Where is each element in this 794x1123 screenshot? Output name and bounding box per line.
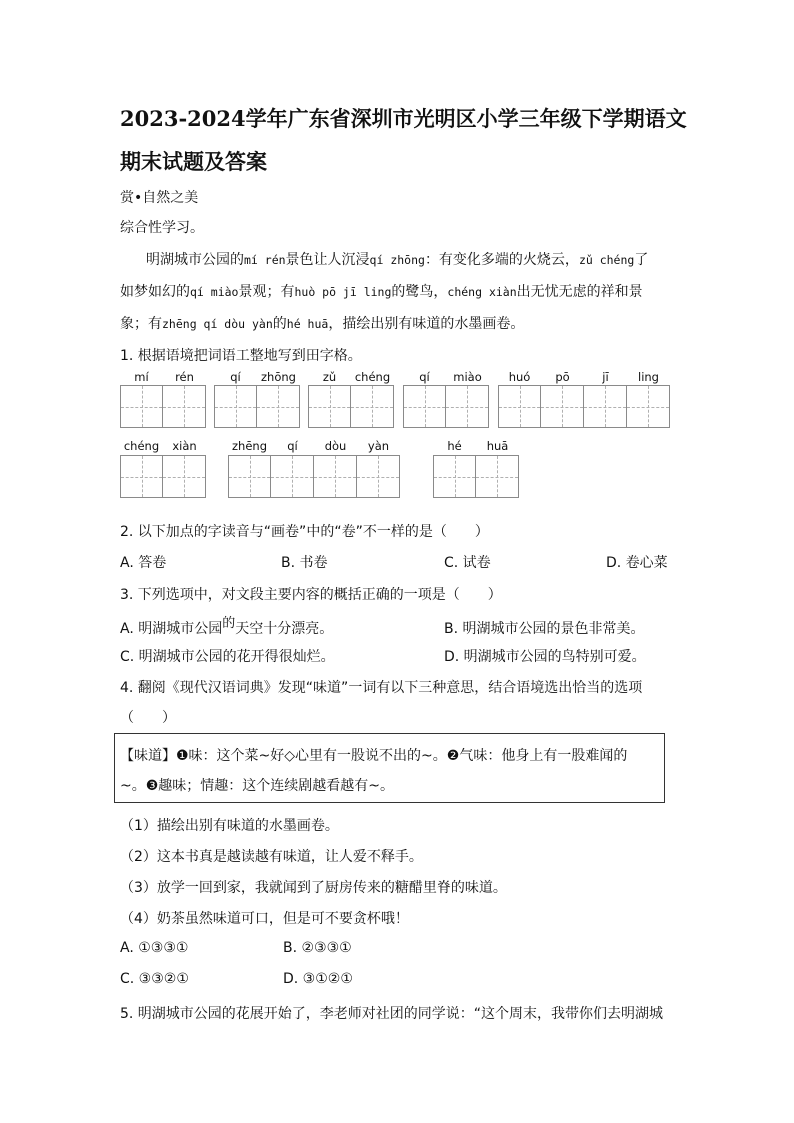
tianzige-cell[interactable] bbox=[271, 455, 314, 498]
pinyin-label: huā bbox=[486, 439, 509, 453]
pinyin-label: qí bbox=[419, 370, 430, 384]
definition-line-1: 【味道】❶味：这个菜~好◇心里有一股说不出的~。❷气味：他身上有一股难闻的 bbox=[120, 748, 628, 764]
pinyin-label: mí bbox=[134, 370, 149, 384]
question-5-text: 5. 明湖城市公园的花展开始了，李老师对社团的同学说：“这个周末，我带你们去明湖城 bbox=[120, 1006, 664, 1022]
tianzige-cell[interactable] bbox=[120, 385, 163, 428]
q4-item-1: （1）描绘出别有味道的水墨画卷。 bbox=[120, 818, 339, 834]
tianzige-cell[interactable] bbox=[308, 385, 351, 428]
tianzige-cell[interactable] bbox=[120, 455, 163, 498]
definition-line-2: ~。❸趣味；情趣：这个连续剧越看越有~。 bbox=[120, 778, 395, 794]
pinyin-label: miào bbox=[453, 370, 482, 384]
intro-text: 综合性学习。 bbox=[120, 220, 204, 236]
tianzige-group bbox=[214, 385, 300, 428]
pinyin-label: pō bbox=[555, 370, 570, 384]
question-1-text: 1. 根据语境把词语工整地写到田字格。 bbox=[120, 348, 362, 364]
section-heading: 赏•自然之美 bbox=[120, 190, 199, 206]
passage-line-2: 如梦如幻的qí miào景观；有huò pō jī ling的鹭鸟，chéng xiàn出无忧无虑的祥和景 bbox=[120, 284, 643, 300]
pinyin-label: zhōng bbox=[261, 370, 296, 384]
q4-item-2: （2）这本书真是越读越有味道，让人爱不释手。 bbox=[120, 849, 423, 865]
passage-line-3: 象；有zhēng qí dòu yàn的hé huā，描绘出别有味道的水墨画卷。 bbox=[120, 316, 525, 332]
tianzige-cell[interactable] bbox=[584, 385, 627, 428]
question-4-bracket: （ ） bbox=[120, 710, 176, 726]
pinyin-label: qí bbox=[287, 439, 298, 453]
q3-option-b[interactable]: B. 明湖城市公园的景色非常美。 bbox=[444, 621, 645, 637]
pinyin-label: zǔ bbox=[322, 370, 337, 384]
tianzige-group bbox=[228, 455, 400, 498]
tianzige-cell[interactable] bbox=[433, 455, 476, 498]
pinyin-label: huó bbox=[508, 370, 531, 384]
tianzige-cell[interactable] bbox=[351, 385, 394, 428]
q4-option-a[interactable]: A. ①③③① bbox=[120, 940, 189, 956]
passage-line-1: 明湖城市公园的mí rén景色让人沉浸qí zhōng：有变化多端的火烧云，zǔ chéng了 bbox=[146, 252, 649, 268]
pinyin-label: rén bbox=[175, 370, 194, 384]
tianzige-cell[interactable] bbox=[163, 455, 206, 498]
q4-option-d[interactable]: D. ③①②① bbox=[283, 971, 353, 987]
tianzige-cell[interactable] bbox=[357, 455, 400, 498]
pinyin-label: qí bbox=[230, 370, 241, 384]
pinyin-label: chéng bbox=[354, 370, 391, 384]
tianzige-group bbox=[120, 385, 206, 428]
pinyin-label: xiàn bbox=[172, 439, 197, 453]
tianzige-cell[interactable] bbox=[214, 385, 257, 428]
question-2-text: 2. 以下加点的字读音与“画卷”中的“卷”不一样的是（ ） bbox=[120, 524, 489, 540]
pinyin-label: ling bbox=[638, 370, 659, 384]
tianzige-group bbox=[433, 455, 519, 498]
q4-option-b[interactable]: B. ②③③① bbox=[283, 940, 352, 956]
tianzige-cell[interactable] bbox=[446, 385, 489, 428]
tianzige-group bbox=[403, 385, 489, 428]
q4-item-3: （3）放学一回到家，我就闻到了厨房传来的糖醋里脊的味道。 bbox=[120, 880, 507, 896]
tianzige-cell[interactable] bbox=[627, 385, 670, 428]
tianzige-cell[interactable] bbox=[498, 385, 541, 428]
tianzige-cell[interactable] bbox=[403, 385, 446, 428]
tianzige-group bbox=[498, 385, 670, 428]
tianzige-cell[interactable] bbox=[228, 455, 271, 498]
tianzige-cell[interactable] bbox=[257, 385, 300, 428]
question-3-text: 3. 下列选项中，对文段主要内容的概括正确的一项是（ ） bbox=[120, 587, 502, 603]
q2-option-d[interactable]: D. 卷心菜 bbox=[606, 555, 668, 571]
pinyin-label: yàn bbox=[367, 439, 390, 453]
pinyin-label: hé bbox=[447, 439, 462, 453]
q2-option-c[interactable]: C. 试卷 bbox=[444, 555, 491, 571]
q3-option-d[interactable]: D. 明湖城市公园的鸟特别可爱。 bbox=[444, 649, 646, 665]
pinyin-label: chéng bbox=[123, 439, 160, 453]
tianzige-cell[interactable] bbox=[314, 455, 357, 498]
question-4-text: 4. 翻阅《现代汉语词典》发现“味道”一词有以下三种意思，结合语境选出恰当的选项 bbox=[120, 680, 643, 696]
tianzige-cell[interactable] bbox=[541, 385, 584, 428]
tianzige-group bbox=[308, 385, 394, 428]
tianzige-cell[interactable] bbox=[476, 455, 519, 498]
pinyin-label: jī bbox=[602, 370, 609, 384]
pinyin-label: dòu bbox=[324, 439, 347, 453]
q3-option-a[interactable]: A. 明湖城市公园的天空十分漂亮。 bbox=[120, 616, 334, 637]
q2-option-a[interactable]: A. 答卷 bbox=[120, 555, 167, 571]
q2-option-b[interactable]: B. 书卷 bbox=[281, 555, 328, 571]
q4-option-c[interactable]: C. ③③②① bbox=[120, 971, 189, 987]
tianzige-group bbox=[120, 455, 206, 498]
document-title-line1: 2023-2024学年广东省深圳市光明区小学三年级下学期语文 bbox=[120, 106, 687, 131]
document-title-line2: 期末试题及答案 bbox=[120, 149, 267, 174]
tianzige-cell[interactable] bbox=[163, 385, 206, 428]
q4-item-4: （4）奶茶虽然味道可口，但是可不要贪杯哦！ bbox=[120, 911, 409, 927]
q3-option-c[interactable]: C. 明湖城市公园的花开得很灿烂。 bbox=[120, 649, 335, 665]
pinyin-label: zhēng bbox=[232, 439, 267, 453]
